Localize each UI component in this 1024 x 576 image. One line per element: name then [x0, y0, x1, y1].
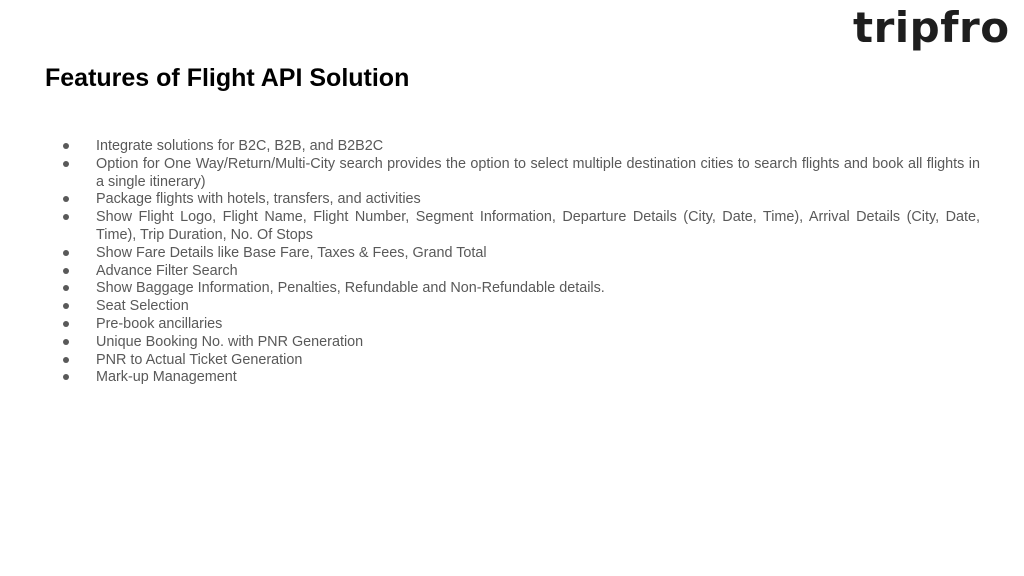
feature-text: Package flights with hotels, transfers, and activities [96, 191, 421, 208]
feature-item [58, 138, 980, 156]
feature-item [58, 263, 980, 281]
feature-item [58, 316, 980, 334]
feature-text: Seat Selection [96, 298, 189, 315]
feature-text: Mark-up Management [96, 369, 237, 386]
slide-title: Features of Flight API Solution [45, 64, 410, 92]
feature-text: Show Fare Details like Base Fare, Taxes & Fees, Grand Total [96, 244, 487, 261]
feature-item [58, 369, 980, 387]
feature-item [58, 245, 980, 263]
feature-item [58, 298, 980, 316]
bullet-icon [63, 321, 69, 327]
bullet-icon [63, 161, 69, 167]
tripfro-logo: tripfro [853, 3, 1010, 52]
feature-item [58, 280, 980, 298]
feature-text: Show Flight Logo, Flight Name, Flight Number, Segment Information, Departure Details (City, Date, Time), Arrival Details (City, Date, Time), Trip Duration, No. Of Stops [96, 209, 980, 243]
feature-text: Advance Filter Search [96, 262, 238, 279]
bullet-icon [63, 357, 69, 363]
feature-item [58, 352, 980, 370]
feature-text: Pre-book ancillaries [96, 315, 223, 332]
feature-text: Unique Booking No. with PNR Generation [96, 333, 364, 350]
bullet-icon [63, 196, 69, 202]
feature-item [58, 334, 980, 352]
bullet-icon [63, 374, 69, 380]
feature-text: Integrate solutions for B2C, B2B, and B2B2C [96, 138, 384, 154]
feature-list [58, 138, 980, 387]
bullet-icon [63, 303, 69, 309]
bullet-icon [63, 339, 69, 345]
feature-text: PNR to Actual Ticket Generation [96, 351, 303, 368]
bullet-icon [63, 214, 69, 220]
feature-item [58, 209, 980, 245]
bullet-icon [63, 268, 69, 274]
bullet-icon [63, 143, 69, 149]
feature-text: Show Baggage Information, Penalties, Refundable and Non-Refundable details. [96, 280, 605, 297]
bullet-icon [63, 250, 69, 256]
feature-item [58, 191, 980, 209]
feature-item [58, 156, 980, 192]
feature-text: Option for One Way/Return/Multi-City search provides the option to select multiple destination cities to search flights and book all flights in a single itinerary) [96, 155, 980, 190]
bullet-icon [63, 285, 69, 291]
